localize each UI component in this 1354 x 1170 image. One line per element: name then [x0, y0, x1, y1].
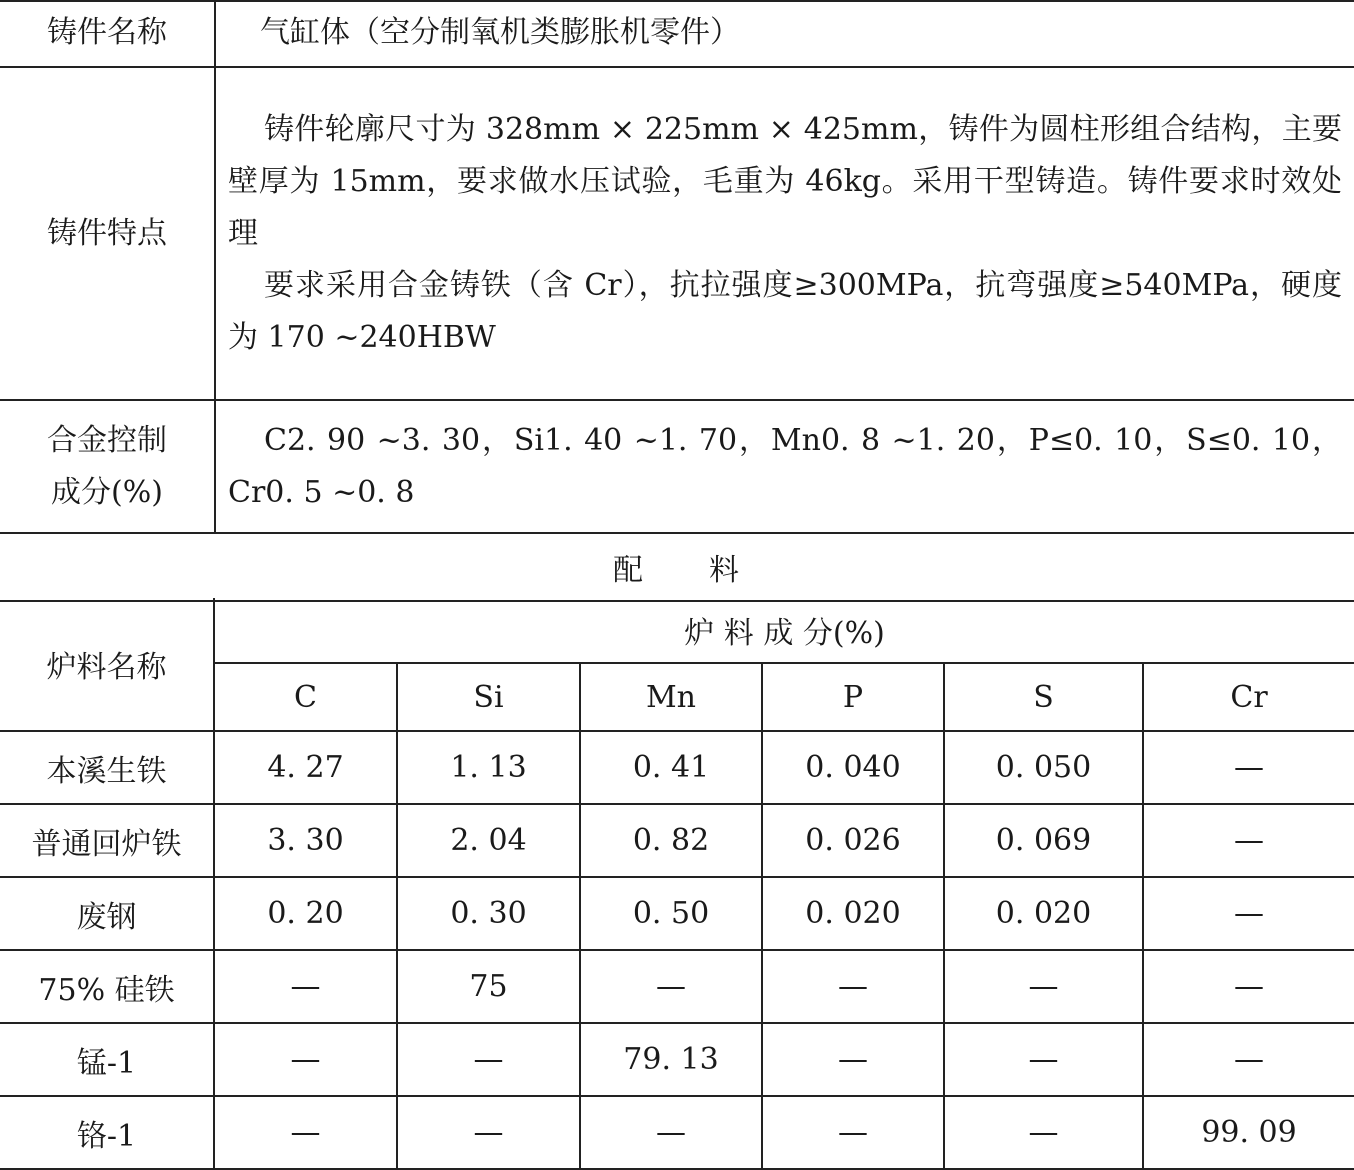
- value-si: —: [397, 1096, 580, 1169]
- value-cr: —: [1143, 1023, 1354, 1096]
- charge-name-header: 炉料名称: [0, 598, 214, 731]
- charge-section-title: 配 料: [0, 533, 1354, 601]
- value-cr: —: [1143, 950, 1354, 1023]
- value-si: —: [397, 1023, 580, 1096]
- charge-material-name: 废钢: [0, 877, 214, 950]
- casting-name-row: [0, 0, 1354, 67]
- column-header-mn: Mn: [580, 663, 762, 731]
- value-cr: —: [1143, 877, 1354, 950]
- casting-name-text: 气缸体（空分制氧机类膨胀机零件）: [260, 15, 740, 50]
- charge-header-row-1: [0, 598, 1354, 663]
- column-header-si: Si: [397, 663, 580, 731]
- value-c: —: [214, 1023, 397, 1096]
- alloy-label-line-1: 合金控制: [47, 422, 167, 458]
- casting-feature-value: [215, 67, 1354, 400]
- charge-composition-header: 炉 料 成 分(%): [214, 598, 1354, 663]
- table-row: [0, 877, 1354, 950]
- table-row: [0, 1023, 1354, 1096]
- alloy-composition-text: C2. 90 ~3. 30，Si1. 40 ~1. 70，Mn0. 8 ~1. 20，P≤0. 10，S≤0. 10，Cr0. 5 ~0. 8: [228, 422, 1342, 510]
- column-header-c: C: [214, 663, 397, 731]
- charge-material-name: 本溪生铁: [0, 731, 214, 804]
- value-cr: —: [1143, 731, 1354, 804]
- feature-paragraph-2: 要求采用合金铸铁（含 Cr），抗拉强度≥300MPa，抗弯强度≥540MPa，硬度为 170 ~240HBW: [228, 267, 1342, 355]
- table-row: [0, 804, 1354, 877]
- value-cr: —: [1143, 804, 1354, 877]
- value-si: 1. 13: [397, 731, 580, 804]
- casting-feature-row: [0, 67, 1354, 400]
- feature-paragraph-1: 铸件轮廓尺寸为 328mm × 225mm × 425mm，铸件为圆柱形组合结构，主要壁厚为 15mm，要求做水压试验，毛重为 46kg。采用干型铸造。铸件要求时效处理: [228, 111, 1342, 251]
- value-s: 0. 020: [944, 877, 1143, 950]
- value-mn: —: [580, 1096, 762, 1169]
- value-mn: —: [580, 950, 762, 1023]
- value-p: 0. 020: [762, 877, 944, 950]
- value-s: —: [944, 1096, 1143, 1169]
- column-header-cr: Cr: [1143, 663, 1354, 731]
- column-header-s: S: [944, 663, 1143, 731]
- charge-material-name: 75% 硅铁: [0, 950, 214, 1023]
- casting-name-label: 铸件名称: [0, 0, 215, 67]
- table-row: [0, 1096, 1354, 1169]
- value-s: 0. 069: [944, 804, 1143, 877]
- value-p: —: [762, 950, 944, 1023]
- value-p: 0. 026: [762, 804, 944, 877]
- top-border-rule: [0, 0, 1354, 2]
- column-header-p: P: [762, 663, 944, 731]
- alloy-label-line-2: 成分(%): [51, 474, 163, 510]
- value-mn: 0. 50: [580, 877, 762, 950]
- alloy-composition-value: [215, 400, 1354, 533]
- value-c: —: [214, 950, 397, 1023]
- value-c: —: [214, 1096, 397, 1169]
- value-p: —: [762, 1096, 944, 1169]
- value-c: 0. 20: [214, 877, 397, 950]
- value-s: —: [944, 1023, 1143, 1096]
- value-mn: 79. 13: [580, 1023, 762, 1096]
- charge-composition-table: [0, 598, 1354, 1170]
- charge-material-name: 铬-1: [0, 1096, 214, 1169]
- value-p: 0. 040: [762, 731, 944, 804]
- value-p: —: [762, 1023, 944, 1096]
- alloy-composition-label: [0, 400, 215, 533]
- casting-feature-label: 铸件特点: [0, 67, 215, 400]
- value-s: 0. 050: [944, 731, 1143, 804]
- value-s: —: [944, 950, 1143, 1023]
- alloy-composition-row: [0, 400, 1354, 533]
- casting-name-value: [215, 0, 1354, 67]
- value-c: 3. 30: [214, 804, 397, 877]
- charge-material-name: 普通回炉铁: [0, 804, 214, 877]
- table-row: [0, 731, 1354, 804]
- value-mn: 0. 41: [580, 731, 762, 804]
- value-si: 0. 30: [397, 877, 580, 950]
- value-c: 4. 27: [214, 731, 397, 804]
- charge-section-row: [0, 533, 1354, 601]
- value-si: 75: [397, 950, 580, 1023]
- charge-material-name: 锰-1: [0, 1023, 214, 1096]
- table-row: [0, 950, 1354, 1023]
- value-cr: 99. 09: [1143, 1096, 1354, 1169]
- value-si: 2. 04: [397, 804, 580, 877]
- value-mn: 0. 82: [580, 804, 762, 877]
